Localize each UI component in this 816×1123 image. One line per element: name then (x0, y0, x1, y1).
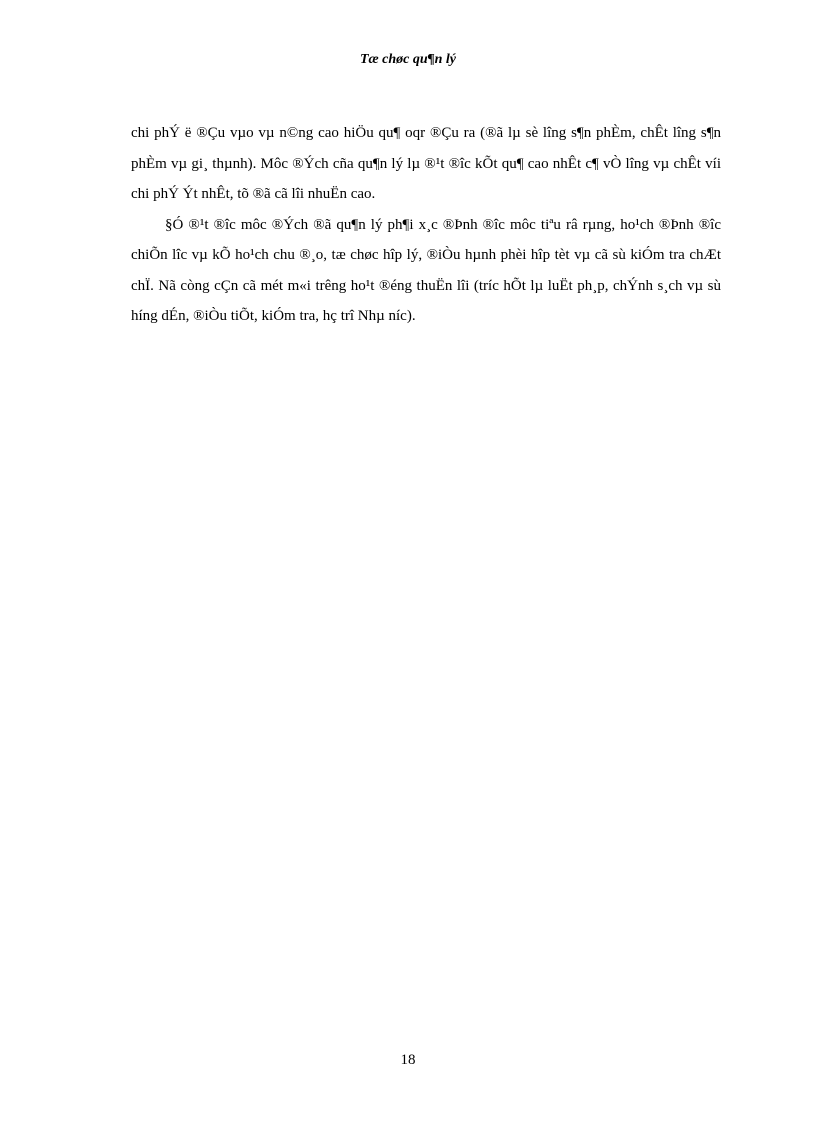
body-text (131, 118, 721, 332)
running-header: Tæ chøc qu¶n lý (359, 52, 457, 67)
page-number: 18 (400, 1052, 416, 1068)
paragraph-continuation: chi phÝ ë ®Çu vµo vµ n©ng cao hiÖu qu¶ oqr ®Çu ra (®ã lµ sè lîng s¶n phÈm, chÊt lîng s¶n phÈm vµ gi¸ thµnh). Môc ®Ých cña qu¶n lý lµ ®¹t ®îc kÕt qu¶ cao nhÊt c¶ vÒ lîng vµ chÊt víi chi phÝ Ýt nhÊt, tõ ®ã cã lîi nhuËn cao. (131, 125, 721, 202)
paragraph: §Ó ®¹t ®îc môc ®Ých ®ã qu¶n lý ph¶i x¸c ®Þnh ®îc môc tiªu râ rµng, ho¹ch ®Þnh ®îc chiÕn lîc vµ kÕ ho¹ch chu ®¸o, tæ chøc hîp lý, ®iÒu hµnh phèi hîp tèt vµ cã sù kiÓm tra chÆt chÏ. Nã còng cÇn cã mét m«i trêng ho¹t ®éng thuËn lîi (tríc hÕt lµ luËt ph¸p, chÝnh s¸ch vµ sù híng dÉn, ®iÒu tiÕt, kiÓm tra, hç trî Nhµ níc). (131, 216, 721, 324)
